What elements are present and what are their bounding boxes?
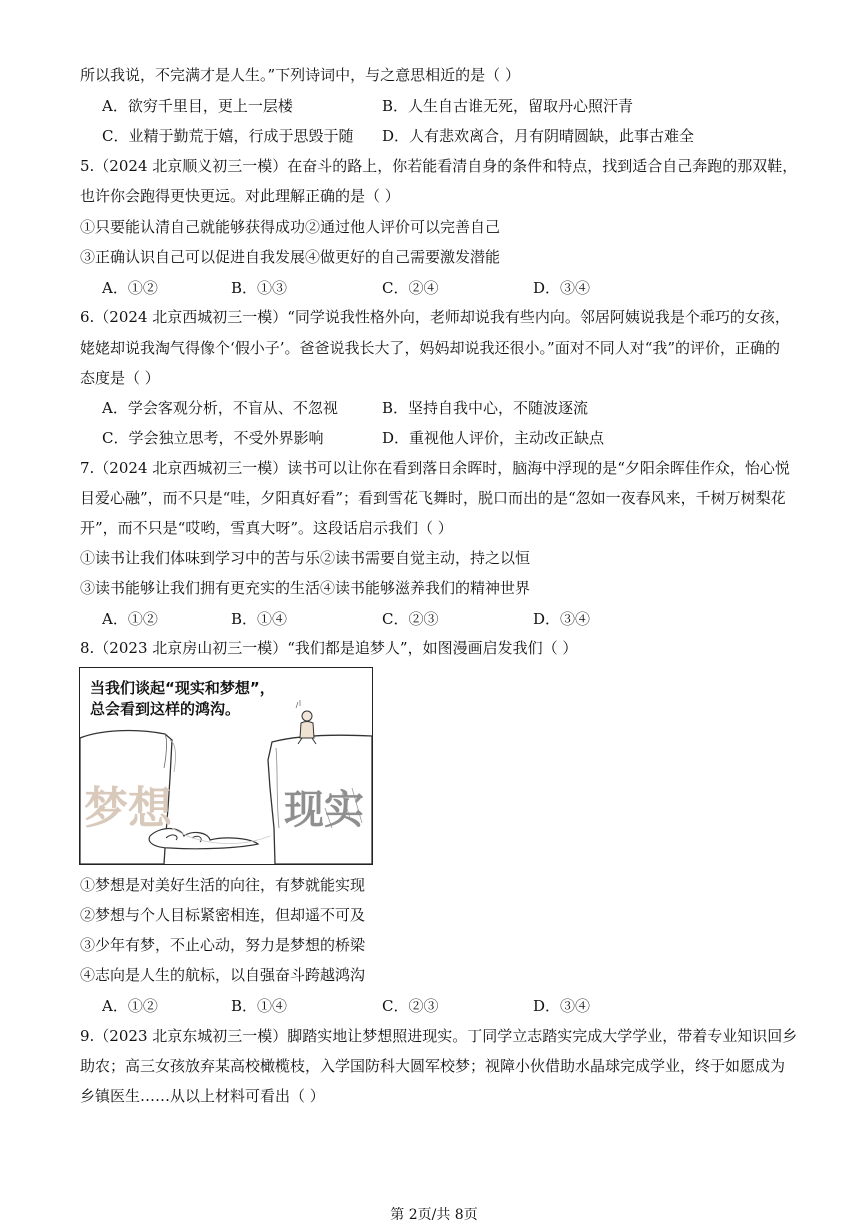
q8-stem: 8.（2023 北京房山初三一模）“我们都是追梦人”，如图漫画启发我们（ ） [80, 639, 578, 657]
q4-option-b[interactable]: B．人生自古谁无死，留取丹心照汗青 [382, 97, 634, 115]
q8-statement-3: ③少年有梦，不止心动，努力是梦想的桥梁 [80, 936, 366, 954]
q7-option-c[interactable]: C．②③ [382, 610, 439, 628]
reality-word: 现实 [284, 786, 364, 833]
q8-statement-4: ④志向是人生的航标，以自强奋斗跨越鸿沟 [80, 966, 366, 984]
q6-stem-line-2: 姥姥却说我淘气得像个‘假小子’。爸爸说我长大了，妈妈却说我还很小。”面对不同人对“我”的评价，正确的 [80, 339, 781, 357]
q7-stem-line-3: 开”，而不只是“哎哟，雪真大呀”。这段话启示我们（ ） [80, 519, 453, 537]
q6-option-a[interactable]: A．学会客观分析，不盲从、不忽视 [102, 399, 338, 417]
q5-option-d[interactable]: D．③④ [533, 279, 591, 297]
q8-statement-2: ②梦想与个人目标紧密相连，但却遥不可及 [80, 906, 366, 924]
q5-statement-1: ①只要能认清自己就能够获得成功②通过他人评价可以完善自己 [80, 218, 501, 236]
q9-stem-line-2: 助农；高三女孩放弃某高校橄榄枝，入学国防科大圆军校梦；视障小伙借助水晶球完成学业，终于如愿成为 [80, 1057, 786, 1075]
q7-stem-line-2: 目爱心融”，而不只是“哇，夕阳真好看”；看到雪花飞舞时，脱口而出的是“忽如一夜春风来，千树万树梨花 [80, 489, 786, 507]
q6-option-d[interactable]: D．重视他人评价，主动改正缺点 [382, 429, 605, 447]
comic-caption-line-1: 当我们谈起“现实和梦想”， [90, 679, 275, 697]
q7-option-b[interactable]: B．①④ [231, 610, 288, 628]
q5-stem-line-2: 也许你会跑得更快更远。对此理解正确的是（ ） [80, 187, 400, 205]
q8-option-a[interactable]: A．①② [102, 997, 158, 1015]
q6-stem-line-3: 态度是（ ） [80, 369, 160, 387]
q9-stem-line-1: 9.（2023 北京东城初三一模）脚踏实地让梦想照进现实。丁同学立志踏实完成大学学业，带着专业知识回乡 [80, 1027, 798, 1045]
q8-statement-1: ①梦想是对美好生活的向往，有梦就能实现 [80, 876, 366, 894]
q7-statement-1: ①读书让我们体味到学习中的苦与乐②读书需要自觉主动，持之以恒 [80, 549, 531, 567]
q4-option-d[interactable]: D．人有悲欢离合，月有阴晴圆缺，此事古难全 [382, 127, 695, 145]
q7-option-a[interactable]: A．①② [102, 610, 158, 628]
q4-option-a[interactable]: A．欲穷千里目，更上一层楼 [102, 97, 293, 115]
q6-option-c[interactable]: C．学会独立思考，不受外界影响 [102, 429, 324, 447]
q5-option-a[interactable]: A．①② [102, 279, 158, 297]
q8-option-c[interactable]: C．②③ [382, 997, 439, 1015]
q7-option-d[interactable]: D．③④ [533, 610, 591, 628]
q7-stem-line-1: 7.（2024 北京西城初三一模）读书可以让你在看到落日余晖时，脑海中浮现的是“夕阳余晖佳作众，怡心悦 [80, 459, 790, 477]
comic-caption-line-2: 总会看到这样的鸿沟。 [90, 700, 241, 718]
comic-drawing [80, 668, 372, 864]
q7-statement-2: ③读书能够让我们拥有更充实的生活④读书能够滋养我们的精神世界 [80, 579, 531, 597]
q4-option-c[interactable]: C．业精于勤荒于嬉，行成于思毁于随 [102, 127, 354, 145]
dream-reality-comic [79, 667, 373, 865]
q8-option-b[interactable]: B．①④ [231, 997, 288, 1015]
q5-option-b[interactable]: B．①③ [231, 279, 288, 297]
q5-stem-line-1: 5.（2024 北京顺义初三一模）在奋斗的路上，你若能看清自身的条件和特点，找到适合自己奔跑的那双鞋， [80, 157, 798, 175]
q5-statement-2: ③正确认识自己可以促进自我发展④做更好的自己需要激发潜能 [80, 248, 501, 266]
page-number: 第 2页/共 8页 [390, 1207, 478, 1223]
q9-stem-line-3: 乡镇医生……从以上材料可看出（ ） [80, 1087, 325, 1105]
dream-word: 梦想 [84, 783, 172, 834]
q5-option-c[interactable]: C．②④ [382, 279, 439, 297]
q4-stem: 所以我说，不完满才是人生。”下列诗词中，与之意思相近的是（ ） [80, 66, 520, 84]
q6-option-b[interactable]: B．坚持自我中心，不随波逐流 [382, 399, 589, 417]
q8-option-d[interactable]: D．③④ [533, 997, 591, 1015]
q6-stem-line-1: 6.（2024 北京西城初三一模）“同学说我性格外向，老师却说我有些内向。邻居阿姨说我是个乖巧的女孩， [80, 308, 790, 326]
